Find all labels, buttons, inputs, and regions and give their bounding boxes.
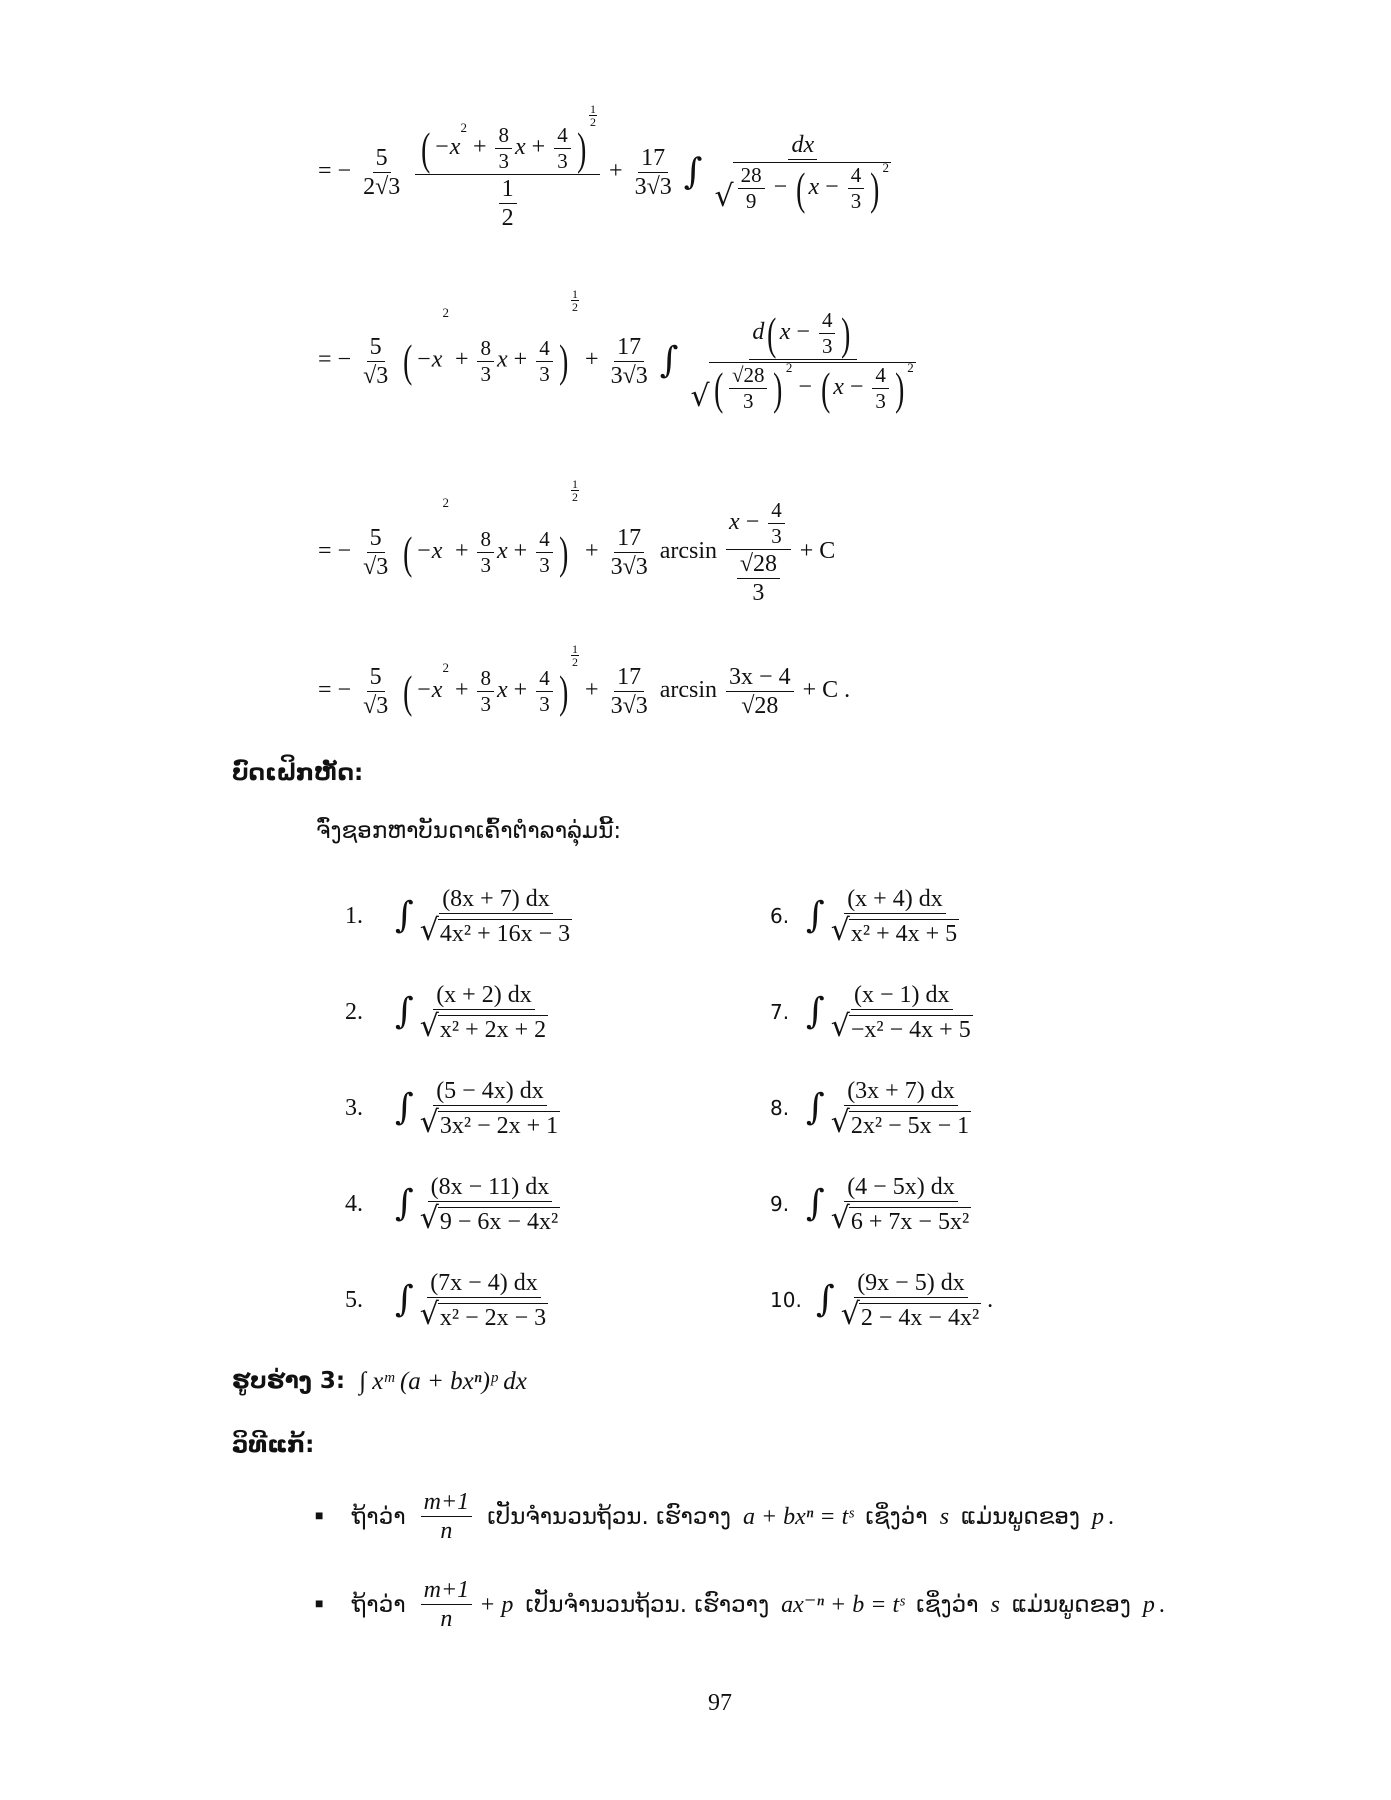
integral-sign: ∫ xyxy=(395,1087,414,1128)
integral-sign: ∫ xyxy=(806,1183,825,1224)
exercise-item: 1. ∫ (8x + 7) dx √ 4x² + 16x − 3 xyxy=(345,885,571,948)
bullet-marker: ■ xyxy=(315,1508,324,1524)
bullet-marker: ■ xyxy=(315,1596,324,1612)
square-root: √ $\frac{28}{9}$ − ( x − $\frac{4}{3}$ ) $^2$ xyxy=(714,160,890,214)
integral-sign: ∫ xyxy=(659,340,679,381)
exercise-item: 9. ∫ (4 − 5x) dx √ 6 + 7x − 5x² xyxy=(770,1173,970,1236)
integral-sign: ∫ xyxy=(806,991,825,1032)
integral-sign: ∫ xyxy=(806,895,825,936)
arcsin-function: arcsin xyxy=(659,677,718,704)
equals-minus: = − xyxy=(318,158,352,185)
integral-sign: ∫ xyxy=(395,1183,414,1224)
exercise-list-right xyxy=(770,868,993,1348)
method-bullet-1: ■ ຖ້າວ່າ $\frac{m+1}{n}$ ເປັນຈຳນວນຖ້ວນ. ເຮົາວາງ a + bxⁿ = tˢ ເຊິ່ງວ່າ s ແມ່ນພູດຂອງ p . xyxy=(315,1489,1115,1544)
derivation-line-4: = − $\frac{5}{√3}$ ( $-x^2$ + $\frac{8}{3}$ x + $\frac{4}{3}$ ) $\frac{1}{2}$ + $\frac{17}{3√3}$ arcsin $\frac{3x - 4}{√28}$ + C . xyxy=(318,642,851,719)
exercise-item: 6. ∫ (x + 4) dx √ x² + 4x + 5 xyxy=(770,885,958,948)
exercise-list-left xyxy=(345,868,578,1348)
exercise-instruction: ຈົ່ງຊອກຫາບັນດາເຄົ້າຕຳລາລຸ່ມນີ້: xyxy=(316,818,622,844)
method-bullet-2: ■ ຖ້າວ່າ $\frac{m+1}{n}$ + p ເປັນຈຳນວນຖ້ວນ. ເຮົາວາງ ax⁻ⁿ + b = tˢ ເຊິ່ງວ່າ s ແມ່ນພູດຂອງ p . xyxy=(315,1577,1165,1632)
exercise-item: 4. ∫ (8x − 11) dx √ 9 − 6x − 4x² xyxy=(345,1173,559,1236)
form3-row xyxy=(232,1368,527,1394)
exercise-item: 3. ∫ (5 − 4x) dx √ 3x² − 2x + 1 xyxy=(345,1077,559,1140)
derivation-line-3: = − $\frac{5}{√3}$ ( $-x^2$ + $\frac{8}{3}$ x + $\frac{4}{3}$ ) $\frac{1}{2}$ + $\frac{17}{3√3}$ arcsin x − $\frac{4}{3}$ $\frac{√28}{3}$ + C xyxy=(318,477,836,606)
exercise-heading: ບົດເຝິກຫັດ: xyxy=(232,760,364,786)
integral-sign: ∫ xyxy=(806,1087,825,1128)
derivation-line-2: = − $\frac{5}{√3}$ ( $-x^2$ + $\frac{8}{3}$ x + $\frac{4}{3}$ ) $\frac{1}{2}$ + $\frac{17}{3√3}$ ∫ d( x − $\frac{4}{3}$ ) √ ( $\frac{√28}{3}$ ) $^2$ − ( x − $\frac{4}{3}$ ) $^2$ xyxy=(318,287,914,414)
square-root: √ ( $\frac{√28}{3}$ ) $^2$ − ( x − $\frac{4}{3}$ ) $^2$ xyxy=(690,360,914,414)
arcsin-function: arcsin xyxy=(659,538,718,565)
form3-formula: ∫ xᵐ (a + bxⁿ)ᵖ dx xyxy=(359,1367,527,1395)
form3-label: ຮູບຮ່າງ 3: xyxy=(232,1368,346,1394)
derivation-line-1: = − $\frac{5}{2√3}$ ( $-x^2$ + $\frac{8}{3}$ x + $\frac{4}{3}$ ) $\frac{1}{2}$ $\frac{1}{2}$ + $\frac{17}{3√3}$ ∫ dx √ $\frac{28}{9}$ − ( x − $\frac{4}{3}$ ) $^2$ xyxy=(318,102,890,231)
power-over-half: ( $-x^2$ + $\frac{8}{3}$ x + $\frac{4}{3}$ ) $\frac{1}{2}$ $\frac{1}{2}$ xyxy=(415,115,600,230)
exercise-item: 2. ∫ (x + 2) dx √ x² + 2x + 2 xyxy=(345,981,547,1044)
integral-sign: ∫ xyxy=(683,151,703,193)
integral-sign: ∫ xyxy=(395,1279,414,1320)
coef-fraction: $\frac{5}{2√3}$ xyxy=(363,145,401,200)
page-number: 97 xyxy=(708,1690,732,1716)
exercise-item: 7. ∫ (x − 1) dx √ −x² − 4x + 5 xyxy=(770,981,971,1044)
exercise-item: 5. ∫ (7x − 4) dx √ x² − 2x − 3 xyxy=(345,1269,547,1332)
integral-sign: ∫ xyxy=(395,895,414,936)
integral-sign: ∫ xyxy=(816,1279,835,1320)
exercise-item: 8. ∫ (3x + 7) dx √ 2x² − 5x − 1 xyxy=(770,1077,970,1140)
method-heading: ວິທີແກ້: xyxy=(232,1432,315,1458)
exercise-item: 10. ∫ (9x − 5) dx √ 2 − 4x − 4x² . xyxy=(770,1269,994,1332)
integral-sign: ∫ xyxy=(395,991,414,1032)
